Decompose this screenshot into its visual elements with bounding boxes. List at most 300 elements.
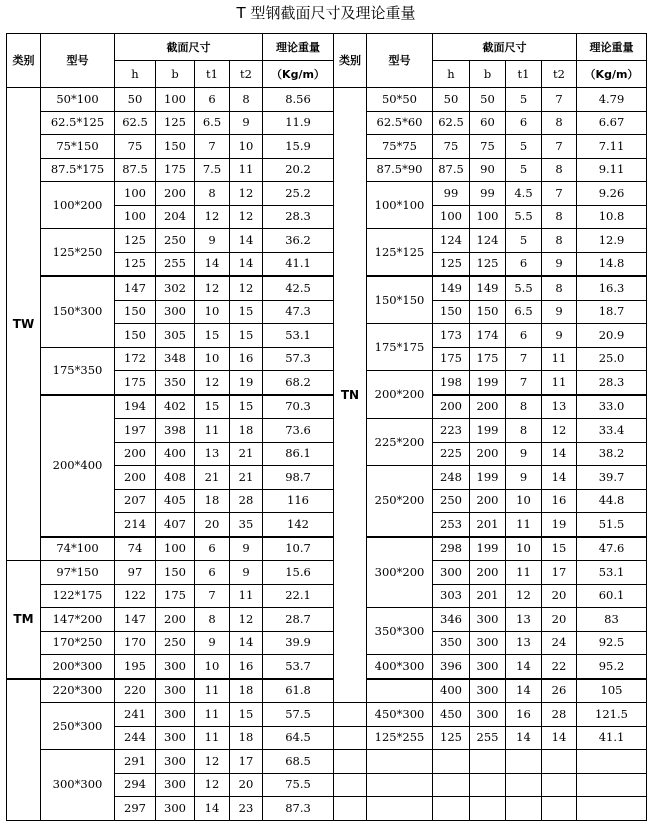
table-cell: 11 <box>542 371 577 395</box>
table-cell: 300 <box>156 726 195 750</box>
table-cell: 8 <box>506 419 542 443</box>
table-row <box>7 135 647 159</box>
table-cell: 39.9 <box>263 631 334 655</box>
table-cell: 241 <box>115 703 156 727</box>
table-cell: 6 <box>195 561 230 585</box>
category-cell: TW <box>7 88 41 561</box>
table-row <box>7 395 647 419</box>
table-cell: 11.9 <box>263 111 334 135</box>
table-cell: 199 <box>470 371 506 395</box>
table-cell: 73.6 <box>263 419 334 443</box>
table-cell: 7.11 <box>577 135 647 159</box>
table-cell: 175 <box>115 371 156 395</box>
table-cell: 6.5 <box>506 300 542 324</box>
table-cell: 255 <box>156 252 195 276</box>
table-cell: 12 <box>195 773 230 797</box>
header-theoretical-weight: 理论重量 <box>263 34 334 61</box>
table-cell: 5 <box>506 158 542 182</box>
table-cell: 170*250 <box>41 631 115 655</box>
table-cell: 170 <box>115 631 156 655</box>
table-cell: 150*150 <box>367 276 433 324</box>
table-cell: 60.1 <box>577 584 647 608</box>
header-b: b <box>470 61 506 88</box>
table-cell: 175 <box>470 347 506 371</box>
table-cell: 21 <box>230 442 263 466</box>
table-row <box>7 182 647 206</box>
table-row <box>7 276 647 300</box>
table-row <box>7 537 647 561</box>
table-cell: 28 <box>542 703 577 727</box>
table-cell: 400 <box>433 679 470 703</box>
table-cell: 195 <box>115 655 156 679</box>
table-cell: 87.5 <box>433 158 470 182</box>
table-cell: 149 <box>433 276 470 300</box>
table-cell: 225 <box>433 442 470 466</box>
table-cell: 8 <box>506 395 542 419</box>
table-cell <box>367 797 433 821</box>
table-cell: 300 <box>470 608 506 632</box>
table-cell: 172 <box>115 347 156 371</box>
table-cell: 250 <box>156 229 195 253</box>
table-cell: 75 <box>115 135 156 159</box>
table-cell: 12 <box>230 205 263 229</box>
table-cell: 142 <box>263 513 334 537</box>
table-cell: 12 <box>542 419 577 443</box>
table-cell: 253 <box>433 513 470 537</box>
header-h: h <box>433 61 470 88</box>
table-cell: 8 <box>542 111 577 135</box>
table-cell: 18.7 <box>577 300 647 324</box>
table-cell: 9 <box>230 561 263 585</box>
table-cell: 150 <box>470 300 506 324</box>
table-cell: 28 <box>230 489 263 513</box>
table-cell: 70.3 <box>263 395 334 419</box>
table-cell: 7 <box>506 371 542 395</box>
table-cell: 4.79 <box>577 88 647 112</box>
table-cell: 57.3 <box>263 347 334 371</box>
table-cell: 6 <box>195 537 230 561</box>
table-cell: 14 <box>506 679 542 703</box>
table-cell: 8 <box>542 229 577 253</box>
table-cell: 18 <box>195 489 230 513</box>
table-cell: 194 <box>115 395 156 419</box>
table-cell: 124 <box>433 229 470 253</box>
table-row <box>7 229 647 253</box>
table-cell: 9.26 <box>577 182 647 206</box>
table-cell: 13 <box>506 631 542 655</box>
table-cell: 200 <box>115 466 156 490</box>
table-cell: 14 <box>542 726 577 750</box>
table-cell: 225*200 <box>367 419 433 466</box>
table-cell: 400*300 <box>367 655 433 679</box>
header-section-size: 截面尺寸 <box>433 34 577 61</box>
table-cell: 175*175 <box>367 324 433 371</box>
header-section-size: 截面尺寸 <box>115 34 263 61</box>
table-cell: 99 <box>433 182 470 206</box>
table-cell: 68.2 <box>263 371 334 395</box>
table-cell: 8 <box>230 88 263 112</box>
table-cell: 10 <box>230 135 263 159</box>
table-cell: 300 <box>156 655 195 679</box>
table-cell: 300 <box>156 300 195 324</box>
table-cell: 87.5*90 <box>367 158 433 182</box>
table-cell: 125*255 <box>367 726 433 750</box>
table-cell: 13 <box>542 395 577 419</box>
table-cell: 201 <box>470 513 506 537</box>
table-cell: 75*150 <box>41 135 115 159</box>
table-cell: 255 <box>470 726 506 750</box>
table-cell: 7.5 <box>195 158 230 182</box>
table-cell: 408 <box>156 466 195 490</box>
table-row <box>7 88 647 112</box>
table-cell: 150 <box>156 561 195 585</box>
table-cell: 20 <box>195 513 230 537</box>
table-cell: 68.5 <box>263 750 334 774</box>
table-cell: 15.6 <box>263 561 334 585</box>
table-cell: 300 <box>433 561 470 585</box>
table-cell <box>542 797 577 821</box>
table-cell: 39.7 <box>577 466 647 490</box>
table-cell <box>470 773 506 797</box>
table-cell: 350 <box>156 371 195 395</box>
table-cell: 14.8 <box>577 252 647 276</box>
table-cell: 10 <box>506 537 542 561</box>
table-cell: 204 <box>156 205 195 229</box>
table-cell <box>542 750 577 774</box>
table-cell: 18 <box>230 419 263 443</box>
header-row-1 <box>7 34 647 61</box>
table-cell: 200 <box>470 489 506 513</box>
category-cell: TM <box>7 561 41 679</box>
table-cell <box>433 750 470 774</box>
table-cell: 150 <box>433 300 470 324</box>
table-cell: 50*50 <box>367 88 433 112</box>
table-cell: 125 <box>433 252 470 276</box>
table-cell: 21 <box>230 466 263 490</box>
table-cell: 14 <box>506 726 542 750</box>
table-cell: 22.1 <box>263 584 334 608</box>
table-cell: 74 <box>115 537 156 561</box>
table-cell: 11 <box>506 561 542 585</box>
table-cell: 125*125 <box>367 229 433 277</box>
table-cell <box>577 750 647 774</box>
table-row <box>7 347 647 371</box>
table-cell: 13 <box>195 442 230 466</box>
table-cell: 23 <box>230 797 263 821</box>
table-cell: 11 <box>195 726 230 750</box>
table-cell: 175 <box>433 347 470 371</box>
table-cell: 7 <box>542 88 577 112</box>
table-cell: 12 <box>506 584 542 608</box>
table-cell: 28.3 <box>577 371 647 395</box>
table-cell: 64.5 <box>263 726 334 750</box>
table-cell: 6 <box>195 88 230 112</box>
table-cell <box>7 679 41 821</box>
table-cell: 12 <box>230 276 263 300</box>
table-cell: 15 <box>195 324 230 348</box>
table-cell: 6 <box>506 252 542 276</box>
table-cell: 297 <box>115 797 156 821</box>
table-cell: 57.5 <box>263 703 334 727</box>
table-cell: 244 <box>115 726 156 750</box>
table-cell: 74*100 <box>41 537 115 561</box>
table-cell: 19 <box>230 371 263 395</box>
table-cell: 149 <box>470 276 506 300</box>
table-cell: 407 <box>156 513 195 537</box>
table-cell: 19 <box>542 513 577 537</box>
table-cell: 6.67 <box>577 111 647 135</box>
table-cell: 250 <box>433 489 470 513</box>
table-cell: 18 <box>230 679 263 703</box>
table-cell: 8 <box>542 158 577 182</box>
table-cell: 21 <box>195 466 230 490</box>
table-cell: 90 <box>470 158 506 182</box>
table-cell: 199 <box>470 466 506 490</box>
table-cell: 28.7 <box>263 608 334 632</box>
table-cell: 36.2 <box>263 229 334 253</box>
table-cell: 150 <box>115 324 156 348</box>
table-cell: 348 <box>156 347 195 371</box>
table-cell: 15.9 <box>263 135 334 159</box>
table-cell: 173 <box>433 324 470 348</box>
table-cell: 87.3 <box>263 797 334 821</box>
header-t1: t1 <box>195 61 230 88</box>
table-row <box>7 655 647 679</box>
table-cell: 8 <box>542 276 577 300</box>
table-cell: 450*300 <box>367 703 433 727</box>
table-cell: 16 <box>506 703 542 727</box>
table-cell: 44.8 <box>577 489 647 513</box>
table-cell: 10.8 <box>577 205 647 229</box>
table-cell: 147 <box>115 608 156 632</box>
table-cell: 11 <box>542 347 577 371</box>
table-cell: 248 <box>433 466 470 490</box>
table-cell: 125*250 <box>41 229 115 277</box>
table-cell: 11 <box>195 419 230 443</box>
table-cell: 12 <box>195 205 230 229</box>
table-cell <box>577 773 647 797</box>
table-cell: 10.7 <box>263 537 334 561</box>
table-cell: 122*175 <box>41 584 115 608</box>
table-cell: 100*100 <box>367 182 433 229</box>
table-cell: 5 <box>506 229 542 253</box>
table-cell: 15 <box>195 395 230 419</box>
table-cell: 10 <box>195 655 230 679</box>
table-cell: 10 <box>506 489 542 513</box>
table-cell: 62.5*60 <box>367 111 433 135</box>
table-cell: 300*200 <box>367 537 433 608</box>
table-cell: 75 <box>470 135 506 159</box>
table-cell: 9 <box>506 442 542 466</box>
header-model: 型号 <box>41 34 115 88</box>
table-cell: 92.5 <box>577 631 647 655</box>
table-cell: 41.1 <box>577 726 647 750</box>
table-cell: 16 <box>542 489 577 513</box>
table-cell: 22 <box>542 655 577 679</box>
table-cell <box>470 750 506 774</box>
table-cell: 4.5 <box>506 182 542 206</box>
table-cell: 9 <box>195 229 230 253</box>
page-title: T 型钢截面尺寸及理论重量 <box>236 4 416 22</box>
table-cell: 100 <box>115 182 156 206</box>
table-cell <box>577 797 647 821</box>
header-t1: t1 <box>506 61 542 88</box>
table-cell: 9 <box>230 111 263 135</box>
table-cell <box>433 773 470 797</box>
table-cell: 11 <box>230 158 263 182</box>
table-cell: 198 <box>433 371 470 395</box>
table-cell: 9 <box>542 300 577 324</box>
table-cell: 9 <box>542 324 577 348</box>
table-cell <box>334 750 367 774</box>
table-cell <box>334 773 367 797</box>
table-row <box>7 111 647 135</box>
table-cell: 35 <box>230 513 263 537</box>
table-cell: 100*200 <box>41 182 115 229</box>
table-cell: 100 <box>156 88 195 112</box>
table-cell <box>506 773 542 797</box>
table-cell: 20 <box>542 584 577 608</box>
table-cell: 305 <box>156 324 195 348</box>
table-cell: 11 <box>195 703 230 727</box>
table-cell: 7 <box>506 347 542 371</box>
table-cell: 8 <box>542 205 577 229</box>
table-cell: 174 <box>470 324 506 348</box>
table-cell: 9 <box>542 252 577 276</box>
table-cell: 6 <box>506 324 542 348</box>
table-cell: 12 <box>195 371 230 395</box>
table-cell: 121.5 <box>577 703 647 727</box>
header-weight-unit: （Kg/m） <box>577 61 647 88</box>
table-cell: 20 <box>542 608 577 632</box>
table-cell: 75 <box>433 135 470 159</box>
table-cell: 62.5*125 <box>41 111 115 135</box>
table-cell: 12 <box>195 750 230 774</box>
table-cell: 100 <box>433 205 470 229</box>
table-cell: 200 <box>470 561 506 585</box>
table-cell: 10 <box>195 300 230 324</box>
table-cell: 14 <box>195 797 230 821</box>
table-cell: 50 <box>433 88 470 112</box>
table-cell: 300 <box>156 703 195 727</box>
table-cell: 100 <box>470 205 506 229</box>
table-cell: 302 <box>156 276 195 300</box>
table-cell: 300 <box>470 655 506 679</box>
table-cell: 125 <box>156 111 195 135</box>
table-cell: 300 <box>470 631 506 655</box>
table-cell: 300 <box>156 797 195 821</box>
category-cell: TN <box>334 88 367 703</box>
header-t2: t2 <box>542 61 577 88</box>
table-cell: 61.8 <box>263 679 334 703</box>
table-cell: 100 <box>156 537 195 561</box>
table-cell: 14 <box>230 229 263 253</box>
table-cell: 175 <box>156 158 195 182</box>
table-cell: 15 <box>230 703 263 727</box>
table-cell: 9 <box>506 466 542 490</box>
table-row <box>7 703 647 727</box>
table-cell: 41.1 <box>263 252 334 276</box>
table-cell: 18 <box>230 726 263 750</box>
table-cell: 200*200 <box>367 371 433 419</box>
table-cell: 95.2 <box>577 655 647 679</box>
table-cell: 200*400 <box>41 395 115 537</box>
header-weight-unit: （Kg/m） <box>263 61 334 88</box>
table-cell: 350 <box>433 631 470 655</box>
table-cell: 38.2 <box>577 442 647 466</box>
table-cell: 97*150 <box>41 561 115 585</box>
table-cell: 147*200 <box>41 608 115 632</box>
table-cell: 17 <box>230 750 263 774</box>
table-cell: 125 <box>470 252 506 276</box>
table-cell: 175 <box>156 584 195 608</box>
table-row <box>7 584 647 608</box>
table-cell <box>334 726 367 750</box>
table-cell: 14 <box>195 252 230 276</box>
table-cell: 300*300 <box>41 750 115 821</box>
header-category: 类别 <box>7 34 41 88</box>
table-cell: 197 <box>115 419 156 443</box>
table-cell: 25.2 <box>263 182 334 206</box>
table-cell: 199 <box>470 419 506 443</box>
table-cell: 8 <box>195 608 230 632</box>
table-cell: 405 <box>156 489 195 513</box>
table-cell: 86.1 <box>263 442 334 466</box>
table-cell: 9.11 <box>577 158 647 182</box>
table-cell: 6.5 <box>195 111 230 135</box>
header-b: b <box>156 61 195 88</box>
table-cell: 125 <box>115 252 156 276</box>
table-cell: 53.1 <box>263 324 334 348</box>
table-cell <box>433 797 470 821</box>
table-cell: 13 <box>506 608 542 632</box>
table-cell: 14 <box>230 252 263 276</box>
table-cell: 87.5*175 <box>41 158 115 182</box>
table-cell: 15 <box>230 324 263 348</box>
table-cell: 9 <box>195 631 230 655</box>
table-row <box>7 561 647 585</box>
table-cell: 199 <box>470 537 506 561</box>
table-cell: 6 <box>506 111 542 135</box>
table-cell: 201 <box>470 584 506 608</box>
table-cell <box>506 797 542 821</box>
table-cell: 14 <box>542 442 577 466</box>
table-cell: 207 <box>115 489 156 513</box>
table-cell: 300 <box>156 773 195 797</box>
table-cell: 200 <box>156 608 195 632</box>
table-cell: 11 <box>506 513 542 537</box>
table-cell: 250 <box>156 631 195 655</box>
table-cell: 15 <box>230 300 263 324</box>
header-h: h <box>115 61 156 88</box>
table-cell: 7 <box>195 584 230 608</box>
table-cell: 20.2 <box>263 158 334 182</box>
table-cell: 62.5 <box>115 111 156 135</box>
table-cell: 400 <box>156 442 195 466</box>
table-cell: 7 <box>542 182 577 206</box>
table-cell: 24 <box>542 631 577 655</box>
table-cell <box>334 703 367 727</box>
table-cell: 5.5 <box>506 276 542 300</box>
table-cell: 99 <box>470 182 506 206</box>
table-cell: 33.4 <box>577 419 647 443</box>
table-cell: 147 <box>115 276 156 300</box>
table-cell: 83 <box>577 608 647 632</box>
t-section-steel-table <box>6 33 647 821</box>
table-row <box>7 158 647 182</box>
table-cell: 303 <box>433 584 470 608</box>
table-cell: 122 <box>115 584 156 608</box>
